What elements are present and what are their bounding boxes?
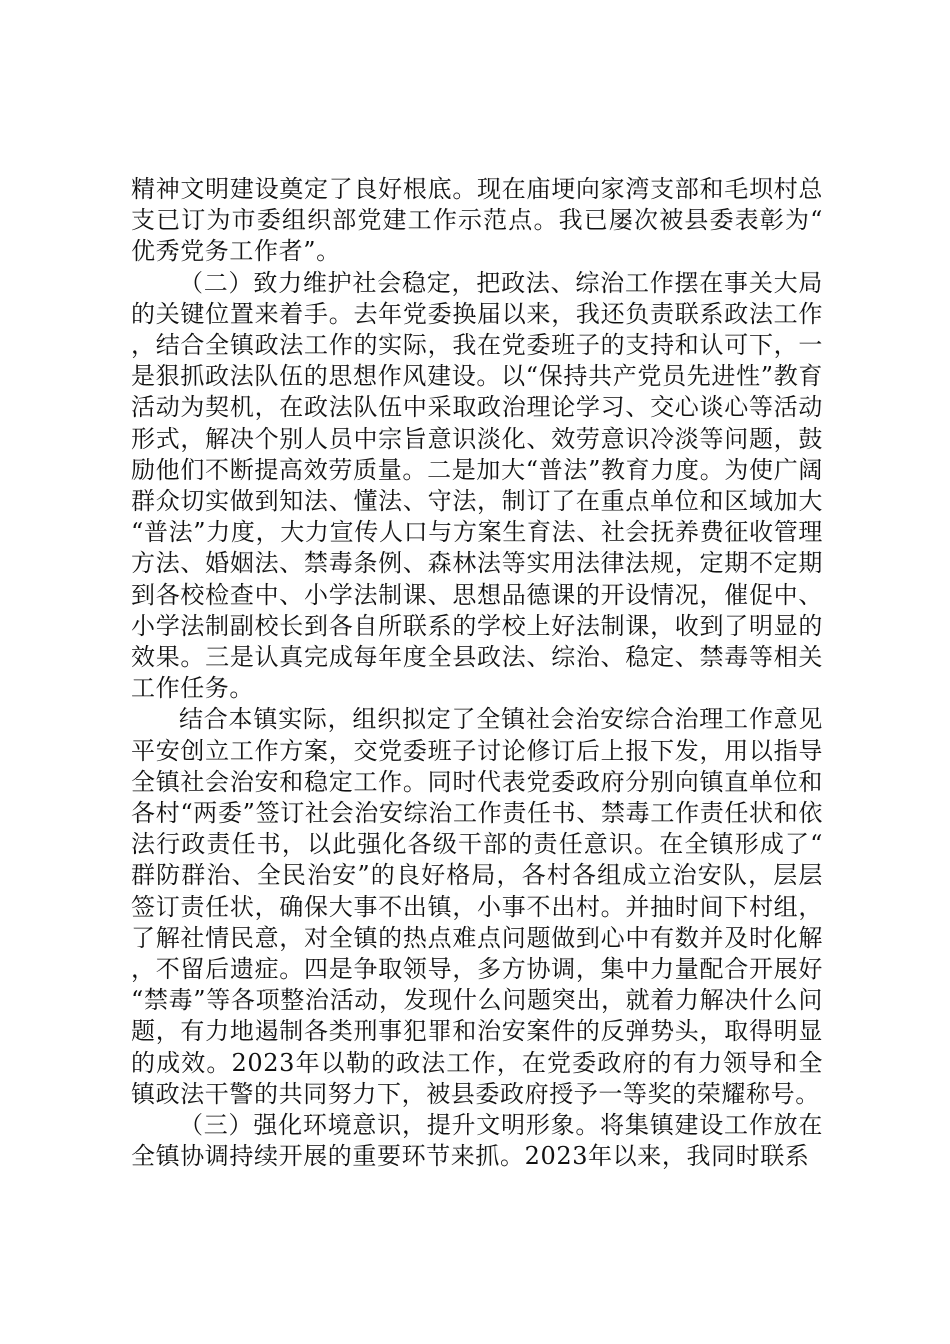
paragraph-3: 结合本镇实际，组织拟定了全镇社会治安综合治理工作意见平安创立工作方案，交党委班子讨论修订后上报下发，用以指导全镇社会治安和稳定工作。同时代表党委政府分别向镇直单位和各村“两委”签订社会治安综治工作责任书、禁毒工作责任状和依法行政责任书，以此强化各级干部的责任意识。在全镇形成了“群防群治、全民治安”的良好格局，各村各组成立治安队，层层签订责任状，确保大事不出镇，小事不出村。并抽时间下村组，了解社情民意，对全镇的热点难点问题做到心中有数并及时化解，不留后遗症。四是争取领导，多方协调，集中力量配合开展好“禁毒”等各项整治活动，发现什么问题突出，就着力解决什么问题，有力地遏制各类刑事犯罪和治安案件的反弹势头，取得明显的成效。2023年以勒的政法工作，在党委政府的有力领导和全镇政法干警的共同努力下，被县委政府授予一等奖的荣耀称号。 xyxy=(131,705,823,1108)
paragraph-4: （三）强化环境意识，提升文明形象。将集镇建设工作放在全镇协调持续开展的重要环节来抓。2023年以来，我同时联系 xyxy=(131,1111,823,1171)
paragraph-1: 精神文明建设奠定了良好根底。现在庙埂向家湾支部和毛坝村总支已订为市委组织部党建工作示范点。我已屡次被县委表彰为“优秀党务工作者”。 xyxy=(131,175,823,266)
paragraph-2: （二）致力维护社会稳定，把政法、综治工作摆在事关大局的关键位置来着手。去年党委换届以来，我还负责联系政法工作，结合全镇政法工作的实际，我在党委班子的支持和认可下，一是狠抓政法队伍的思想作风建设。以“保持共产党员先进性”教育活动为契机，在政法队伍中采取政治理论学习、交心谈心等活动形式，解决个别人员中宗旨意识淡化、效劳意识冷淡等问题，鼓励他们不断提高效劳质量。二是加大“普法”教育力度。为使广阔群众切实做到知法、懂法、守法，制订了在重点单位和区域加大“普法”力度，大力宣传人口与方案生育法、社会抚养费征收管理方法、婚姻法、禁毒条例、森林法等实用法律法规，定期不定期到各校检查中、小学法制课、思想品德课的开设情况，催促中、小学法制副校长到各自所联系的学校上好法制课，收到了明显的效果。三是认真完成每年度全县政法、综治、稳定、禁毒等相关工作任务。 xyxy=(131,268,823,703)
document-body xyxy=(131,174,823,1173)
